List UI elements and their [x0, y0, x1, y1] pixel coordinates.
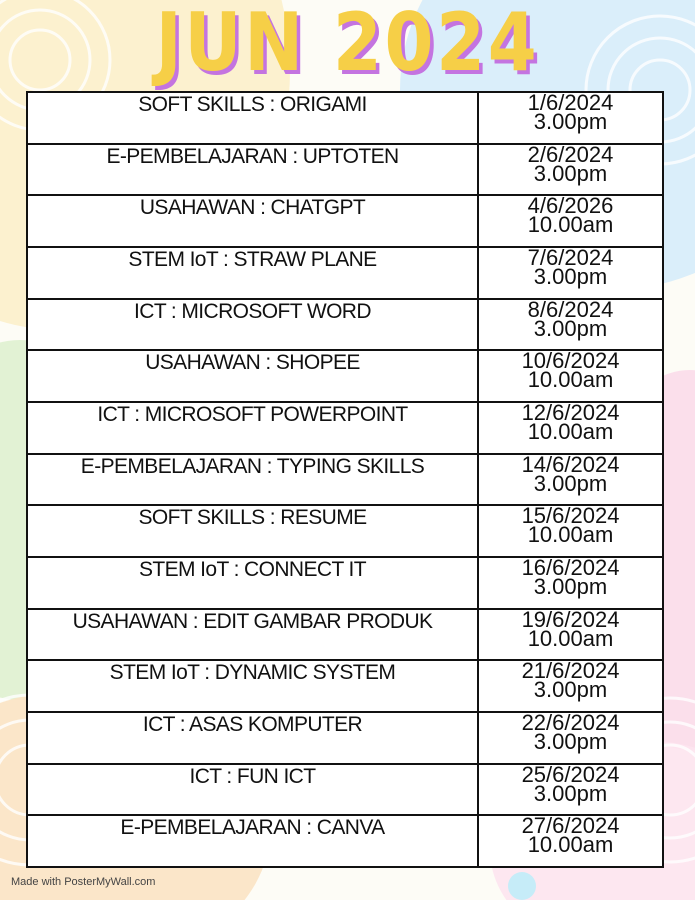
- schedule-table: [26, 91, 664, 868]
- session-name: SOFT SKILLS : ORIGAMI: [27, 92, 478, 144]
- session-name: E-PEMBELAJARAN : UPTOTEN: [27, 144, 478, 196]
- session-datetime: [478, 296, 663, 351]
- session-datetime: [478, 350, 663, 402]
- session-name: STEM IoT : STRAW PLANE: [27, 247, 478, 299]
- session-time: 10.00am: [527, 367, 614, 393]
- session-date: 10/6/2024: [521, 348, 620, 374]
- session-name: ICT : ASAS KOMPUTER: [27, 712, 478, 764]
- schedule-row: [27, 195, 663, 247]
- session-time: 3.00pm: [533, 677, 608, 703]
- session-datetime: [478, 451, 663, 506]
- session-datetime: [478, 660, 663, 712]
- session-time: 3.00pm: [533, 470, 608, 496]
- session-date: 27/6/2024: [521, 813, 620, 839]
- session-name: USAHAWAN : CHATGPT: [27, 195, 478, 247]
- schedule-row: [27, 764, 663, 816]
- session-time: 3.00pm: [533, 573, 608, 599]
- schedule-row: [27, 299, 663, 351]
- session-date: 15/6/2024: [521, 503, 620, 529]
- session-time: 10.00am: [527, 625, 614, 651]
- session-time: 10.00am: [527, 832, 614, 858]
- session-datetime: [478, 761, 663, 816]
- session-datetime: [478, 815, 663, 867]
- schedule-row: [27, 144, 663, 196]
- schedule-row: [27, 402, 663, 454]
- session-datetime: [478, 141, 663, 196]
- schedule-row: [27, 454, 663, 506]
- session-date: 14/6/2024: [521, 451, 620, 477]
- page-title: JUN 2024: [155, 0, 540, 89]
- session-date: 25/6/2024: [521, 761, 620, 787]
- session-time: 10.00am: [527, 522, 614, 548]
- session-datetime: [478, 195, 663, 247]
- session-name: E-PEMBELAJARAN : CANVA: [27, 815, 478, 867]
- session-time: 3.00pm: [533, 728, 608, 754]
- session-datetime: [478, 606, 663, 661]
- session-time: 3.00pm: [533, 109, 608, 134]
- schedule-row: [27, 247, 663, 299]
- session-name: STEM IoT : DYNAMIC SYSTEM: [27, 660, 478, 712]
- session-date: 22/6/2024: [521, 709, 620, 735]
- session-datetime: [478, 92, 663, 144]
- session-date: 4/6/2026: [527, 193, 614, 219]
- credit-text: Made with PosterMyWall.com: [11, 876, 156, 888]
- session-name: E-PEMBELAJARAN : TYPING SKILLS: [27, 454, 478, 506]
- session-name: SOFT SKILLS : RESUME: [27, 505, 478, 557]
- schedule-row: [27, 92, 663, 144]
- session-datetime: [478, 709, 663, 764]
- session-date: 1/6/2024: [527, 90, 614, 115]
- session-time: 3.00pm: [533, 780, 608, 806]
- session-time: 3.00pm: [533, 263, 608, 289]
- session-time: 10.00am: [527, 418, 614, 444]
- schedule-row: [27, 712, 663, 764]
- schedule-row: [27, 660, 663, 712]
- session-name: STEM IoT : CONNECT IT: [27, 557, 478, 609]
- session-datetime: [478, 554, 663, 609]
- session-date: 19/6/2024: [521, 606, 620, 632]
- session-name: ICT : FUN ICT: [27, 764, 478, 816]
- session-datetime: [478, 244, 663, 299]
- session-time: 3.00pm: [533, 315, 608, 341]
- schedule-row: [27, 505, 663, 557]
- schedule-row: [27, 350, 663, 402]
- session-date: 7/6/2024: [527, 244, 614, 270]
- session-date: 2/6/2024: [527, 141, 614, 167]
- session-time: 10.00am: [527, 212, 614, 238]
- session-date: 12/6/2024: [521, 399, 620, 425]
- session-datetime: [478, 505, 663, 557]
- session-date: 8/6/2024: [527, 296, 614, 322]
- session-name: ICT : MICROSOFT WORD: [27, 299, 478, 351]
- schedule-row: [27, 815, 663, 867]
- session-datetime: [478, 399, 663, 454]
- session-time: 3.00pm: [533, 160, 608, 186]
- session-date: 16/6/2024: [521, 554, 620, 580]
- schedule-row: [27, 557, 663, 609]
- session-name: USAHAWAN : EDIT GAMBAR PRODUK: [27, 609, 478, 661]
- session-date: 21/6/2024: [521, 658, 620, 684]
- session-name: ICT : MICROSOFT POWERPOINT: [27, 402, 478, 454]
- schedule-row: [27, 609, 663, 661]
- session-name: USAHAWAN : SHOPEE: [27, 350, 478, 402]
